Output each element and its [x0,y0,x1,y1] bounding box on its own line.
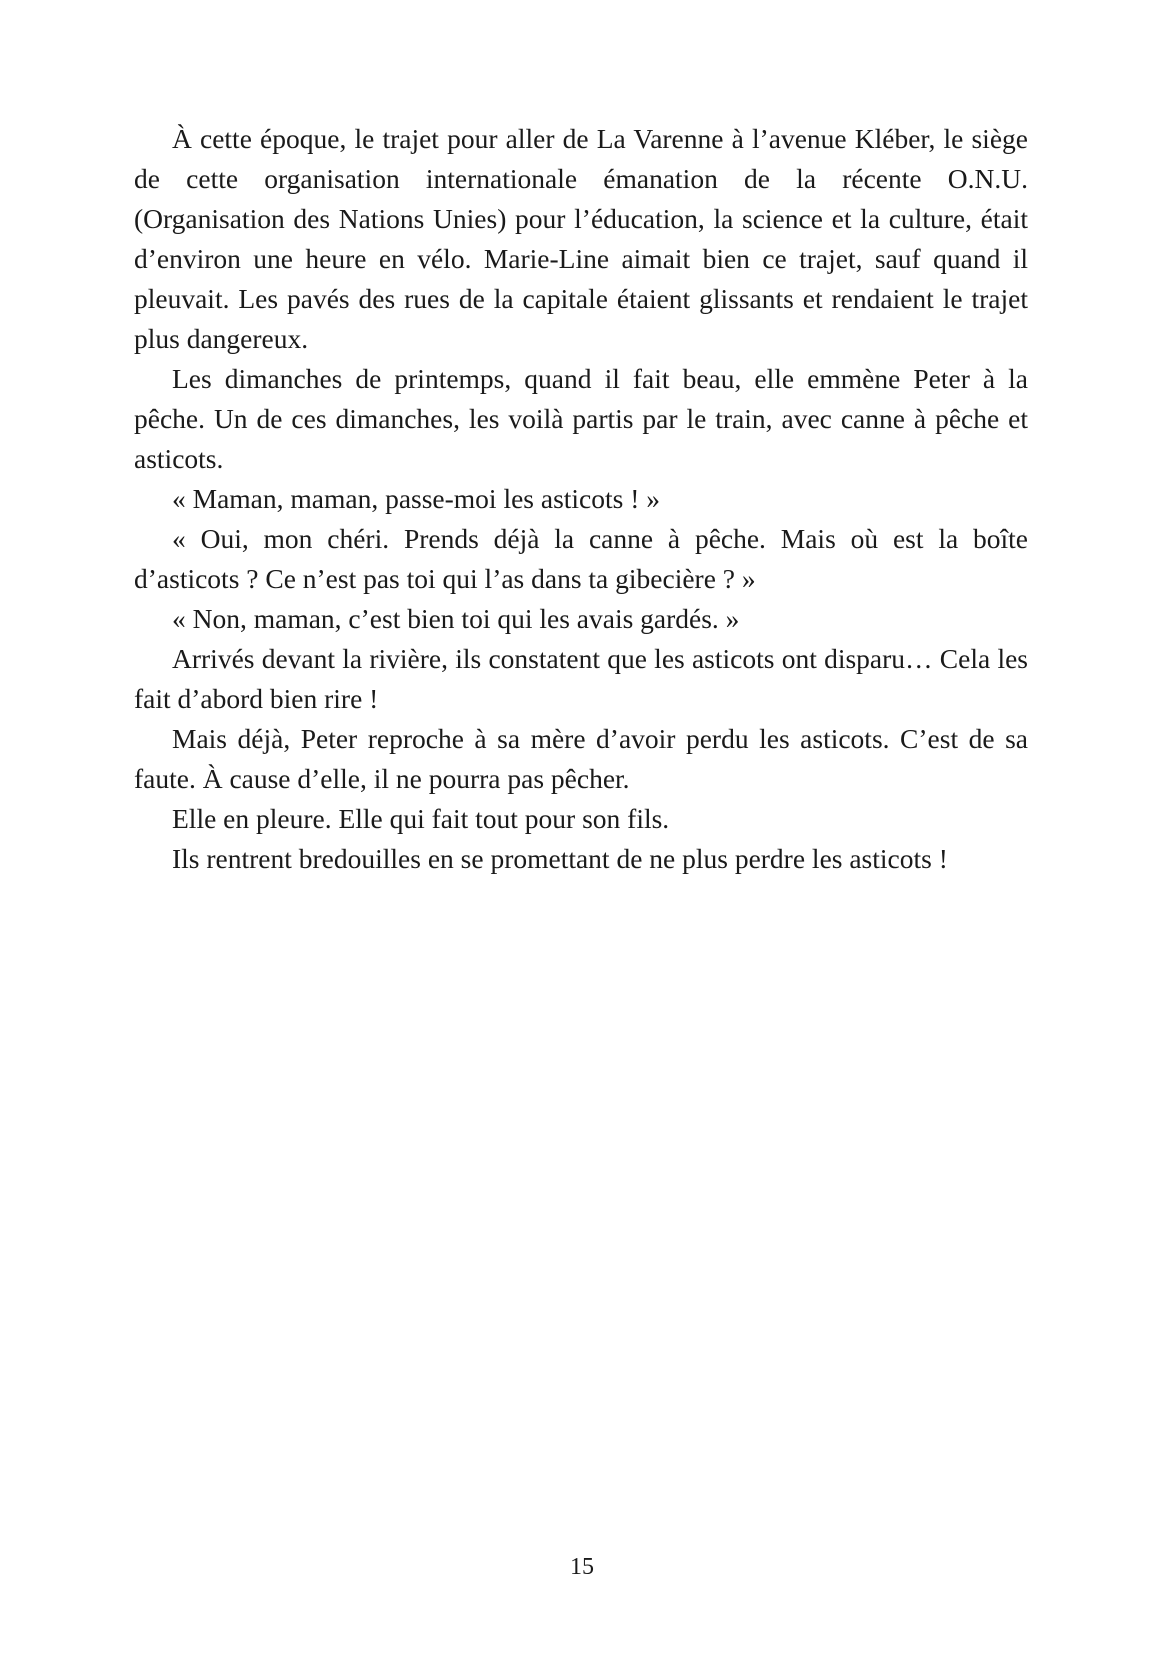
page-number: 15 [570,1554,594,1580]
paragraph: « Maman, maman, passe-moi les asticots ! » [172,483,661,514]
paragraph: « Oui, mon chéri. Prends déjà la canne à pêche. Mais où est la boîte d’asticots ? Ce n’est pas toi qui l’as dans ta gibecière ? » [134,523,1028,594]
body-text [134,119,1028,879]
paragraph: Les dimanches de printemps, quand il fait beau, elle emmène Peter à la pêche. Un de ces dimanches, les voilà partis par le train, avec canne à pêche et asticots. [134,363,1028,474]
paragraph: Elle en pleure. Elle qui fait tout pour son fils. [172,803,670,834]
paragraph: « Non, maman, c’est bien toi qui les avais gardés. » [172,603,740,634]
paragraph: Arrivés devant la rivière, ils constatent que les asticots ont disparu… Cela les fait d’abord bien rire ! [134,643,1028,714]
paragraph: Mais déjà, Peter reproche à sa mère d’avoir perdu les asticots. C’est de sa faute. À cause d’elle, il ne pourra pas pêcher. [134,723,1028,794]
paragraph: Ils rentrent bredouilles en se promettant de ne plus perdre les asticots ! [172,843,948,874]
paragraph: À cette époque, le trajet pour aller de La Varenne à l’avenue Kléber, le siège de cette organisation internationale émanation de la récente O.N.U. (Organisation des Nations Unies) pour l’éducation, la science et la culture, était d’environ une heure en vélo. Marie-Line aimait bien ce trajet, sauf quand il pleuvait. Les pavés des rues de la capitale étaient glissants et rendaient le trajet plus dangereux. [134,123,1028,354]
